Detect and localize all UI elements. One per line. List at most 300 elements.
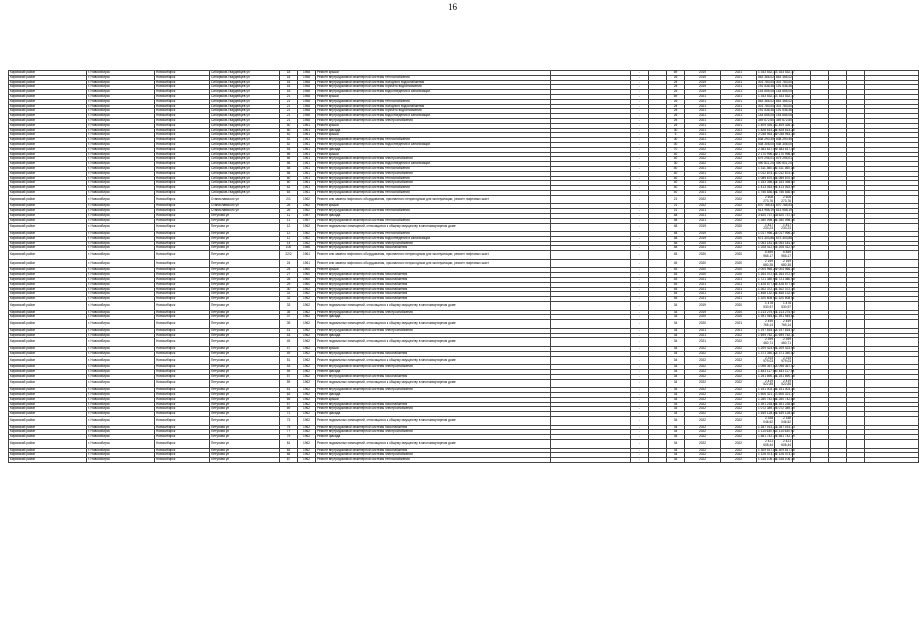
cell-area: 40: [667, 176, 685, 181]
cell-work: Ремонт внутридомовой инженерной системы газоснабжения: [316, 273, 551, 278]
cell-town: Новосибирск: [155, 118, 210, 123]
table-row: [9, 439, 919, 448]
cell-city: г. Новосибирск: [87, 186, 155, 191]
cell-house: 39: [280, 320, 298, 329]
cell-y2: 2022: [721, 412, 757, 417]
cell-work: Ремонт крыши: [316, 94, 551, 99]
cell-district: Кировский район: [9, 407, 87, 412]
cell-area: 45: [667, 287, 685, 292]
cell-area: 45: [667, 268, 685, 273]
cell-empty: [865, 338, 919, 347]
cell-empty: [649, 259, 667, 268]
cell-city: г. Новосибирск: [87, 157, 155, 162]
cell-y1: 2022: [685, 430, 721, 435]
cell-empty: [649, 416, 667, 425]
cell-unit: -: [631, 171, 649, 176]
cell-district: Кировский район: [9, 157, 87, 162]
cell-district: Кировский район: [9, 356, 87, 365]
cell-city: г. Новосибирск: [87, 181, 155, 186]
cell-y2: 2022: [721, 218, 757, 223]
cell-year: 1962: [298, 320, 316, 329]
cell-year: 1961: [298, 181, 316, 186]
cell-year: 1961: [298, 166, 316, 171]
cell-area: 40: [667, 157, 685, 162]
cell-area: 40: [667, 190, 685, 195]
cell-cost: 2 399 460,71: [757, 338, 775, 347]
cell-town: Новосибирск: [155, 439, 210, 448]
cell-city: г. Новосибирск: [87, 310, 155, 315]
cell-y1: 2020: [685, 259, 721, 268]
cell-cost: 144 655,05: [758, 89, 774, 94]
cell-cost: 1 817 233,23: [757, 223, 775, 232]
cell-unit: -: [631, 268, 649, 273]
cell-y1: 2022: [685, 356, 721, 365]
cell-y2: 2021: [721, 109, 757, 114]
cell-work: Ремонт внутридомовой инженерной системы водоотведения и канализации: [316, 142, 551, 147]
cell-unit: -: [631, 138, 649, 143]
cell-y2: 2022: [721, 147, 757, 152]
cell-unit: -: [631, 218, 649, 223]
cell-cost: 1 089 670,05: [758, 175, 777, 180]
cell-house: 21: [280, 104, 298, 109]
cell-cost2: 1 828 614,26: [776, 127, 795, 132]
cell-house: 21: [280, 118, 298, 123]
cell-town: Новосибирск: [155, 90, 210, 95]
cell-street: Петухова ул: [210, 458, 280, 463]
cell-unit: -: [631, 320, 649, 329]
cell-city: г. Новосибирск: [87, 448, 155, 453]
cell-area: 34: [667, 458, 685, 463]
cell-work: Ремонт внутридомовой инженерной системы теплоснабжения: [316, 138, 551, 143]
cell-y1: 2022: [685, 435, 721, 440]
cell-street: Сибиряков-Гвардейцев ул: [210, 114, 280, 119]
cell-street: Петухова ул: [210, 292, 280, 297]
cell-cost: 1 606 321,77: [758, 391, 777, 396]
cell-house: 57: [280, 374, 298, 379]
cell-empty: [847, 302, 865, 311]
cell-cost2: 1 721 380,95: [776, 277, 795, 282]
cell-city: г. Новосибирск: [87, 133, 155, 138]
cell-year: 1961: [298, 186, 316, 191]
cell-y1: 2021: [685, 94, 721, 99]
cell-city: г. Новосибирск: [87, 152, 155, 157]
cell-cost: 1 338 106,18: [758, 457, 777, 462]
cell-y2: 2022: [721, 195, 757, 204]
cell-city: г. Новосибирск: [87, 292, 155, 297]
cell-area: 25: [667, 109, 685, 114]
cell-unit: -: [631, 287, 649, 292]
cell-town: Новосибирск: [155, 241, 210, 246]
cell-empty: [811, 338, 829, 347]
cell-cost2: 1 391 235,68: [776, 401, 795, 406]
cell-house: 54: [280, 147, 298, 152]
cell-district: Кировский район: [9, 402, 87, 407]
cell-district: Кировский район: [9, 425, 87, 430]
cell-street: Сибиряков-Гвардейцев ул: [210, 166, 280, 171]
cell-cost: 673 303,88: [758, 235, 774, 240]
cell-cost2: 1 468 132,46: [776, 291, 795, 296]
cell-work: Ремонт внутридомовой инженерной системы электроснабжения: [316, 365, 551, 370]
cell-city: г. Новосибирск: [87, 347, 155, 352]
cell-y1: 2021: [685, 114, 721, 119]
cell-year: 1958: [298, 80, 316, 85]
cell-house: 53: [280, 365, 298, 370]
cell-area: 34: [667, 338, 685, 347]
cell-cost: 191 536,46: [758, 108, 774, 113]
cell-house: 49: [280, 351, 298, 356]
cell-work: Ремонт внутридомовой инженерной системы водоотведения и канализации: [316, 114, 551, 119]
cell-city: г. Новосибирск: [87, 94, 155, 99]
cell-street: Станиславского ул: [210, 204, 280, 209]
cell-empty: [551, 259, 631, 268]
cell-cost: 1 343 532,17: [758, 93, 777, 98]
cell-cost2: 1 012 874,31: [776, 170, 795, 175]
cell-city: г. Новосибирск: [87, 392, 155, 397]
cell-unit: -: [631, 448, 649, 453]
cell-cost: 1 151 003,16: [758, 387, 777, 392]
cell-year: 1962: [298, 370, 316, 375]
cell-year: 1958: [298, 94, 316, 99]
cell-unit: -: [631, 302, 649, 311]
cell-work: Ремонт внутридомовой инженерной системы газоснабжения: [316, 297, 551, 302]
cell-city: г. Новосибирск: [87, 209, 155, 214]
cell-cost: 2 608 273,76: [757, 195, 775, 204]
cell-work: Ремонт подвальных помещений, относящихся к общему имуществу в многоквартирном доме: [316, 416, 551, 425]
cell-street: Петухова ул: [210, 392, 280, 397]
cell-town: Новосибирск: [155, 292, 210, 297]
cell-empty: [847, 439, 865, 448]
cell-house: 12: [280, 236, 298, 241]
cell-area: 25: [667, 75, 685, 80]
cell-town: Новосибирск: [155, 71, 210, 76]
cell-unit: -: [631, 297, 649, 302]
cell-cost: 1 371 350,52: [758, 350, 777, 355]
cell-cost: 1 478 530,97: [757, 302, 775, 311]
cell-town: Новосибирск: [155, 176, 210, 181]
cell-house: 12: [280, 223, 298, 232]
cell-year: 1962: [298, 310, 316, 315]
cell-district: Кировский район: [9, 315, 87, 320]
cell-district: Кировский район: [9, 71, 87, 76]
cell-district: Кировский район: [9, 251, 87, 260]
cell-empty: [649, 338, 667, 347]
cell-street: Петухова ул: [210, 246, 280, 251]
cell-cost: 1 251 890,18: [758, 373, 777, 378]
cell-house: 18: [280, 75, 298, 80]
cell-y2: 2022: [721, 351, 757, 356]
cell-work: Ремонт фасада: [316, 315, 551, 320]
cell-district: Кировский район: [9, 236, 87, 241]
cell-y1: 2022: [685, 416, 721, 425]
cell-house: 22/2: [280, 251, 298, 260]
cell-district: Кировский район: [9, 458, 87, 463]
cell-area: 25: [667, 118, 685, 123]
cell-town: Новосибирск: [155, 213, 210, 218]
cell-area: 34: [667, 412, 685, 417]
cell-cost: 1 343 532,17: [758, 70, 777, 74]
cell-district: Кировский район: [9, 320, 87, 329]
cell-y2: 2021: [721, 320, 757, 329]
cell-district: Кировский район: [9, 241, 87, 246]
cell-empty: [847, 320, 865, 329]
cell-house: 43: [280, 333, 298, 338]
cell-city: г. Новосибирск: [87, 379, 155, 388]
cell-district: Кировский район: [9, 209, 87, 214]
cell-unit: -: [631, 109, 649, 114]
cell-year: 1962: [298, 338, 316, 347]
cell-unit: -: [631, 347, 649, 352]
cell-street: Петухова ул: [210, 439, 280, 448]
cell-city: г. Новосибирск: [87, 123, 155, 128]
cell-street: Петухова ул: [210, 328, 280, 333]
cell-town: Новосибирск: [155, 347, 210, 352]
cell-city: г. Новосибирск: [87, 171, 155, 176]
cell-empty: [829, 302, 847, 311]
cell-area: 48: [667, 223, 685, 232]
cell-area: 25: [667, 104, 685, 109]
cell-area: 30: [667, 138, 685, 143]
cell-cost: 1 208 412,90: [758, 245, 777, 250]
table-row: [9, 458, 919, 463]
cell-empty: [811, 416, 829, 425]
cell-work: Ремонт внутридомовой инженерной системы электроснабжения: [316, 453, 551, 458]
cell-district: Кировский район: [9, 259, 87, 268]
cell-cost: 838 290,45: [758, 137, 774, 142]
cell-house: 45: [280, 338, 298, 347]
cell-town: Новосибирск: [155, 142, 210, 147]
cell-house: 47: [280, 347, 298, 352]
cell-area: 25: [667, 85, 685, 90]
cell-street: Петухова ул: [210, 241, 280, 246]
cell-cost2: 2 169 680,35: [775, 259, 793, 268]
cell-work: Ремонт внутридомовой инженерной системы газоснабжения: [316, 351, 551, 356]
cell-cost: 301 783,00: [758, 103, 774, 108]
cell-district: Кировский район: [9, 142, 87, 147]
cell-unit: -: [631, 71, 649, 76]
cell-y2: 2021: [721, 282, 757, 287]
cell-work: Ремонт внутридомовой инженерной системы теплоснабжения: [316, 176, 551, 181]
cell-city: г. Новосибирск: [87, 402, 155, 407]
cell-unit: -: [631, 292, 649, 297]
cell-y1: 2022: [685, 370, 721, 375]
cell-year: 1961: [298, 133, 316, 138]
cell-street: Станиславского ул: [210, 195, 280, 204]
cell-empty: [829, 251, 847, 260]
cell-cost2: 1 756 836,54: [776, 189, 795, 194]
cell-district: Кировский район: [9, 104, 87, 109]
cell-town: Новосибирск: [155, 338, 210, 347]
cell-y1: 2020: [685, 315, 721, 320]
cell-area: 40: [667, 171, 685, 176]
cell-area: 34: [667, 315, 685, 320]
cell-district: Кировский район: [9, 218, 87, 223]
cell-city: г. Новосибирск: [87, 458, 155, 463]
cell-district: Кировский район: [9, 328, 87, 333]
cell-street: Петухова ул: [210, 297, 280, 302]
cell-empty: [829, 320, 847, 329]
cell-cost: 1 549 128,05: [758, 411, 777, 416]
cell-cost: 1 098 367,02: [758, 364, 777, 369]
cell-empty: [551, 320, 631, 329]
cell-work: Ремонт крыши: [316, 152, 551, 157]
cell-cost2: 2 399 460,71: [775, 338, 793, 347]
cell-year: 1958: [298, 118, 316, 123]
cell-area: 48: [667, 246, 685, 251]
cell-cost2: 2 459 765,14: [775, 320, 793, 329]
cell-cost2: 1 053 181,40: [776, 240, 795, 245]
cell-cost2: 1 213 275,93: [776, 309, 795, 314]
cell-district: Кировский район: [9, 186, 87, 191]
cell-unit: -: [631, 186, 649, 191]
cell-area: 34: [667, 356, 685, 365]
cell-house: 58: [280, 166, 298, 171]
cell-year: 1957: [298, 218, 316, 223]
cell-street: Сибиряков-Гвардейцев ул: [210, 128, 280, 133]
cell-cost: 191 536,46: [758, 84, 774, 89]
cell-y2: 2021: [721, 114, 757, 119]
cell-unit: -: [631, 435, 649, 440]
cell-house: 81: [280, 439, 298, 448]
cell-year: 1962: [298, 241, 316, 246]
cell-empty: [649, 302, 667, 311]
cell-cost: 1 409 426,31: [758, 122, 777, 127]
cell-unit: -: [631, 99, 649, 104]
cell-work: Ремонт внутридомовой инженерной системы теплоснабжения: [316, 458, 551, 463]
cell-area: 45: [667, 251, 685, 260]
cell-district: Кировский район: [9, 282, 87, 287]
cell-y2: 2022: [721, 338, 757, 347]
cell-house: 21: [280, 94, 298, 99]
cell-cost2: 1 391 945,61: [776, 314, 795, 319]
cell-y1: 2021: [685, 104, 721, 109]
cell-town: Новосибирск: [155, 302, 210, 311]
cell-year: 1961: [298, 190, 316, 195]
cell-y1: 2021: [685, 166, 721, 171]
cell-area: 25: [667, 123, 685, 128]
cell-district: Кировский район: [9, 430, 87, 435]
cell-unit: -: [631, 166, 649, 171]
cell-cost2: 2 421 608,44: [775, 439, 793, 448]
cell-cost: 1 280 742,88: [758, 396, 777, 401]
cell-year: 1961: [298, 176, 316, 181]
cell-work: Ремонт внутридомовой инженерной системы газоснабжения: [316, 246, 551, 251]
cell-area: 34: [667, 448, 685, 453]
cell-city: г. Новосибирск: [87, 282, 155, 287]
cell-cost2: 6 859 965,17: [775, 251, 793, 260]
cell-year: 1962: [298, 365, 316, 370]
cell-year: 1960: [298, 268, 316, 273]
cell-y1: 2022: [685, 195, 721, 204]
cell-area: 34: [667, 370, 685, 375]
cell-city: г. Новосибирск: [87, 407, 155, 412]
cell-unit: -: [631, 259, 649, 268]
cell-area: 40: [667, 186, 685, 191]
cell-street: Сибиряков-Гвардейцев ул: [210, 94, 280, 99]
cell-cost2: 1 251 890,18: [776, 373, 795, 378]
cell-district: Кировский район: [9, 75, 87, 80]
cell-unit: -: [631, 251, 649, 260]
cell-unit: -: [631, 236, 649, 241]
cell-y1: 2021: [685, 109, 721, 114]
cell-empty: [551, 458, 631, 463]
cell-unit: -: [631, 365, 649, 370]
cell-city: г. Новосибирск: [87, 75, 155, 80]
cell-house: 35: [280, 310, 298, 315]
cell-empty: [847, 379, 865, 388]
cell-district: Кировский район: [9, 128, 87, 133]
cell-area: 34: [667, 453, 685, 458]
cell-year: 1962: [298, 392, 316, 397]
cell-unit: -: [631, 204, 649, 209]
cell-empty: [649, 439, 667, 448]
cell-district: Кировский район: [9, 80, 87, 85]
cell-unit: -: [631, 90, 649, 95]
cell-y2: 2022: [721, 138, 757, 143]
cell-area: 34: [667, 365, 685, 370]
cell-cost2: 863 366,02: [776, 74, 792, 79]
cell-work: Ремонт внутридомовой инженерной системы газоснабжения: [316, 278, 551, 283]
cell-cost2: 679 295,01: [776, 156, 792, 161]
cell-street: Сибиряков-Гвардейцев ул: [210, 152, 280, 157]
cell-district: Кировский район: [9, 388, 87, 393]
cell-town: Новосибирск: [155, 133, 210, 138]
cell-y2: 2020: [721, 310, 757, 315]
cell-work: Ремонт внутридомовой инженерной системы электроснабжения: [316, 157, 551, 162]
cell-unit: -: [631, 439, 649, 448]
cell-city: г. Новосибирск: [87, 166, 155, 171]
cell-cost2: 1 151 003,16: [776, 387, 795, 392]
cell-empty: [811, 320, 829, 329]
cell-y1: 2021: [685, 123, 721, 128]
cell-unit: -: [631, 351, 649, 356]
cell-empty: [829, 379, 847, 388]
cell-town: Новосибирск: [155, 195, 210, 204]
cell-cost2: 1 409 426,31: [776, 122, 795, 127]
cell-work: Ремонт или замена лифтового оборудования, признанного непригодным для эксплуатации, ремонт лифтовых шахт: [316, 259, 551, 268]
cell-work: Ремонт внутридомовой инженерной системы электроснабжения: [316, 310, 551, 315]
cell-cost: 349 672,60: [758, 117, 774, 122]
cell-cost2: 2 383 617,49: [776, 146, 795, 151]
cell-district: Кировский район: [9, 453, 87, 458]
cell-y2: 2022: [721, 392, 757, 397]
cell-street: Петухова ул: [210, 379, 280, 388]
cell-unit: -: [631, 425, 649, 430]
cell-area: 30: [667, 128, 685, 133]
cell-y1: 2021: [685, 278, 721, 283]
cell-house: 87: [280, 458, 298, 463]
cell-empty: [847, 251, 865, 260]
cell-unit: -: [631, 453, 649, 458]
cell-house: 59: [280, 379, 298, 388]
cell-area: 25: [667, 90, 685, 95]
cell-work: Ремонт подвальных помещений, относящихся к общему имуществу в многоквартирном доме: [316, 320, 551, 329]
cell-cost2: 2 038 953,38: [776, 132, 795, 137]
cell-unit: -: [631, 213, 649, 218]
cell-empty: [793, 302, 811, 311]
cell-work: Ремонт внутридомовой инженерной системы водоотведения и канализации: [316, 162, 551, 167]
cell-y1: 2020: [685, 251, 721, 260]
cell-town: Новосибирск: [155, 157, 210, 162]
cell-area: 48: [667, 218, 685, 223]
cell-street: Сибиряков-Гвардейцев ул: [210, 90, 280, 95]
cell-empty: [811, 259, 829, 268]
cell-unit: -: [631, 416, 649, 425]
cell-area: 45: [667, 282, 685, 287]
cell-cost2: 490 811,24: [776, 161, 792, 166]
cell-empty: [847, 223, 865, 232]
cell-cost: 2 459 765,14: [757, 320, 775, 329]
cell-year: 1958: [298, 71, 316, 76]
